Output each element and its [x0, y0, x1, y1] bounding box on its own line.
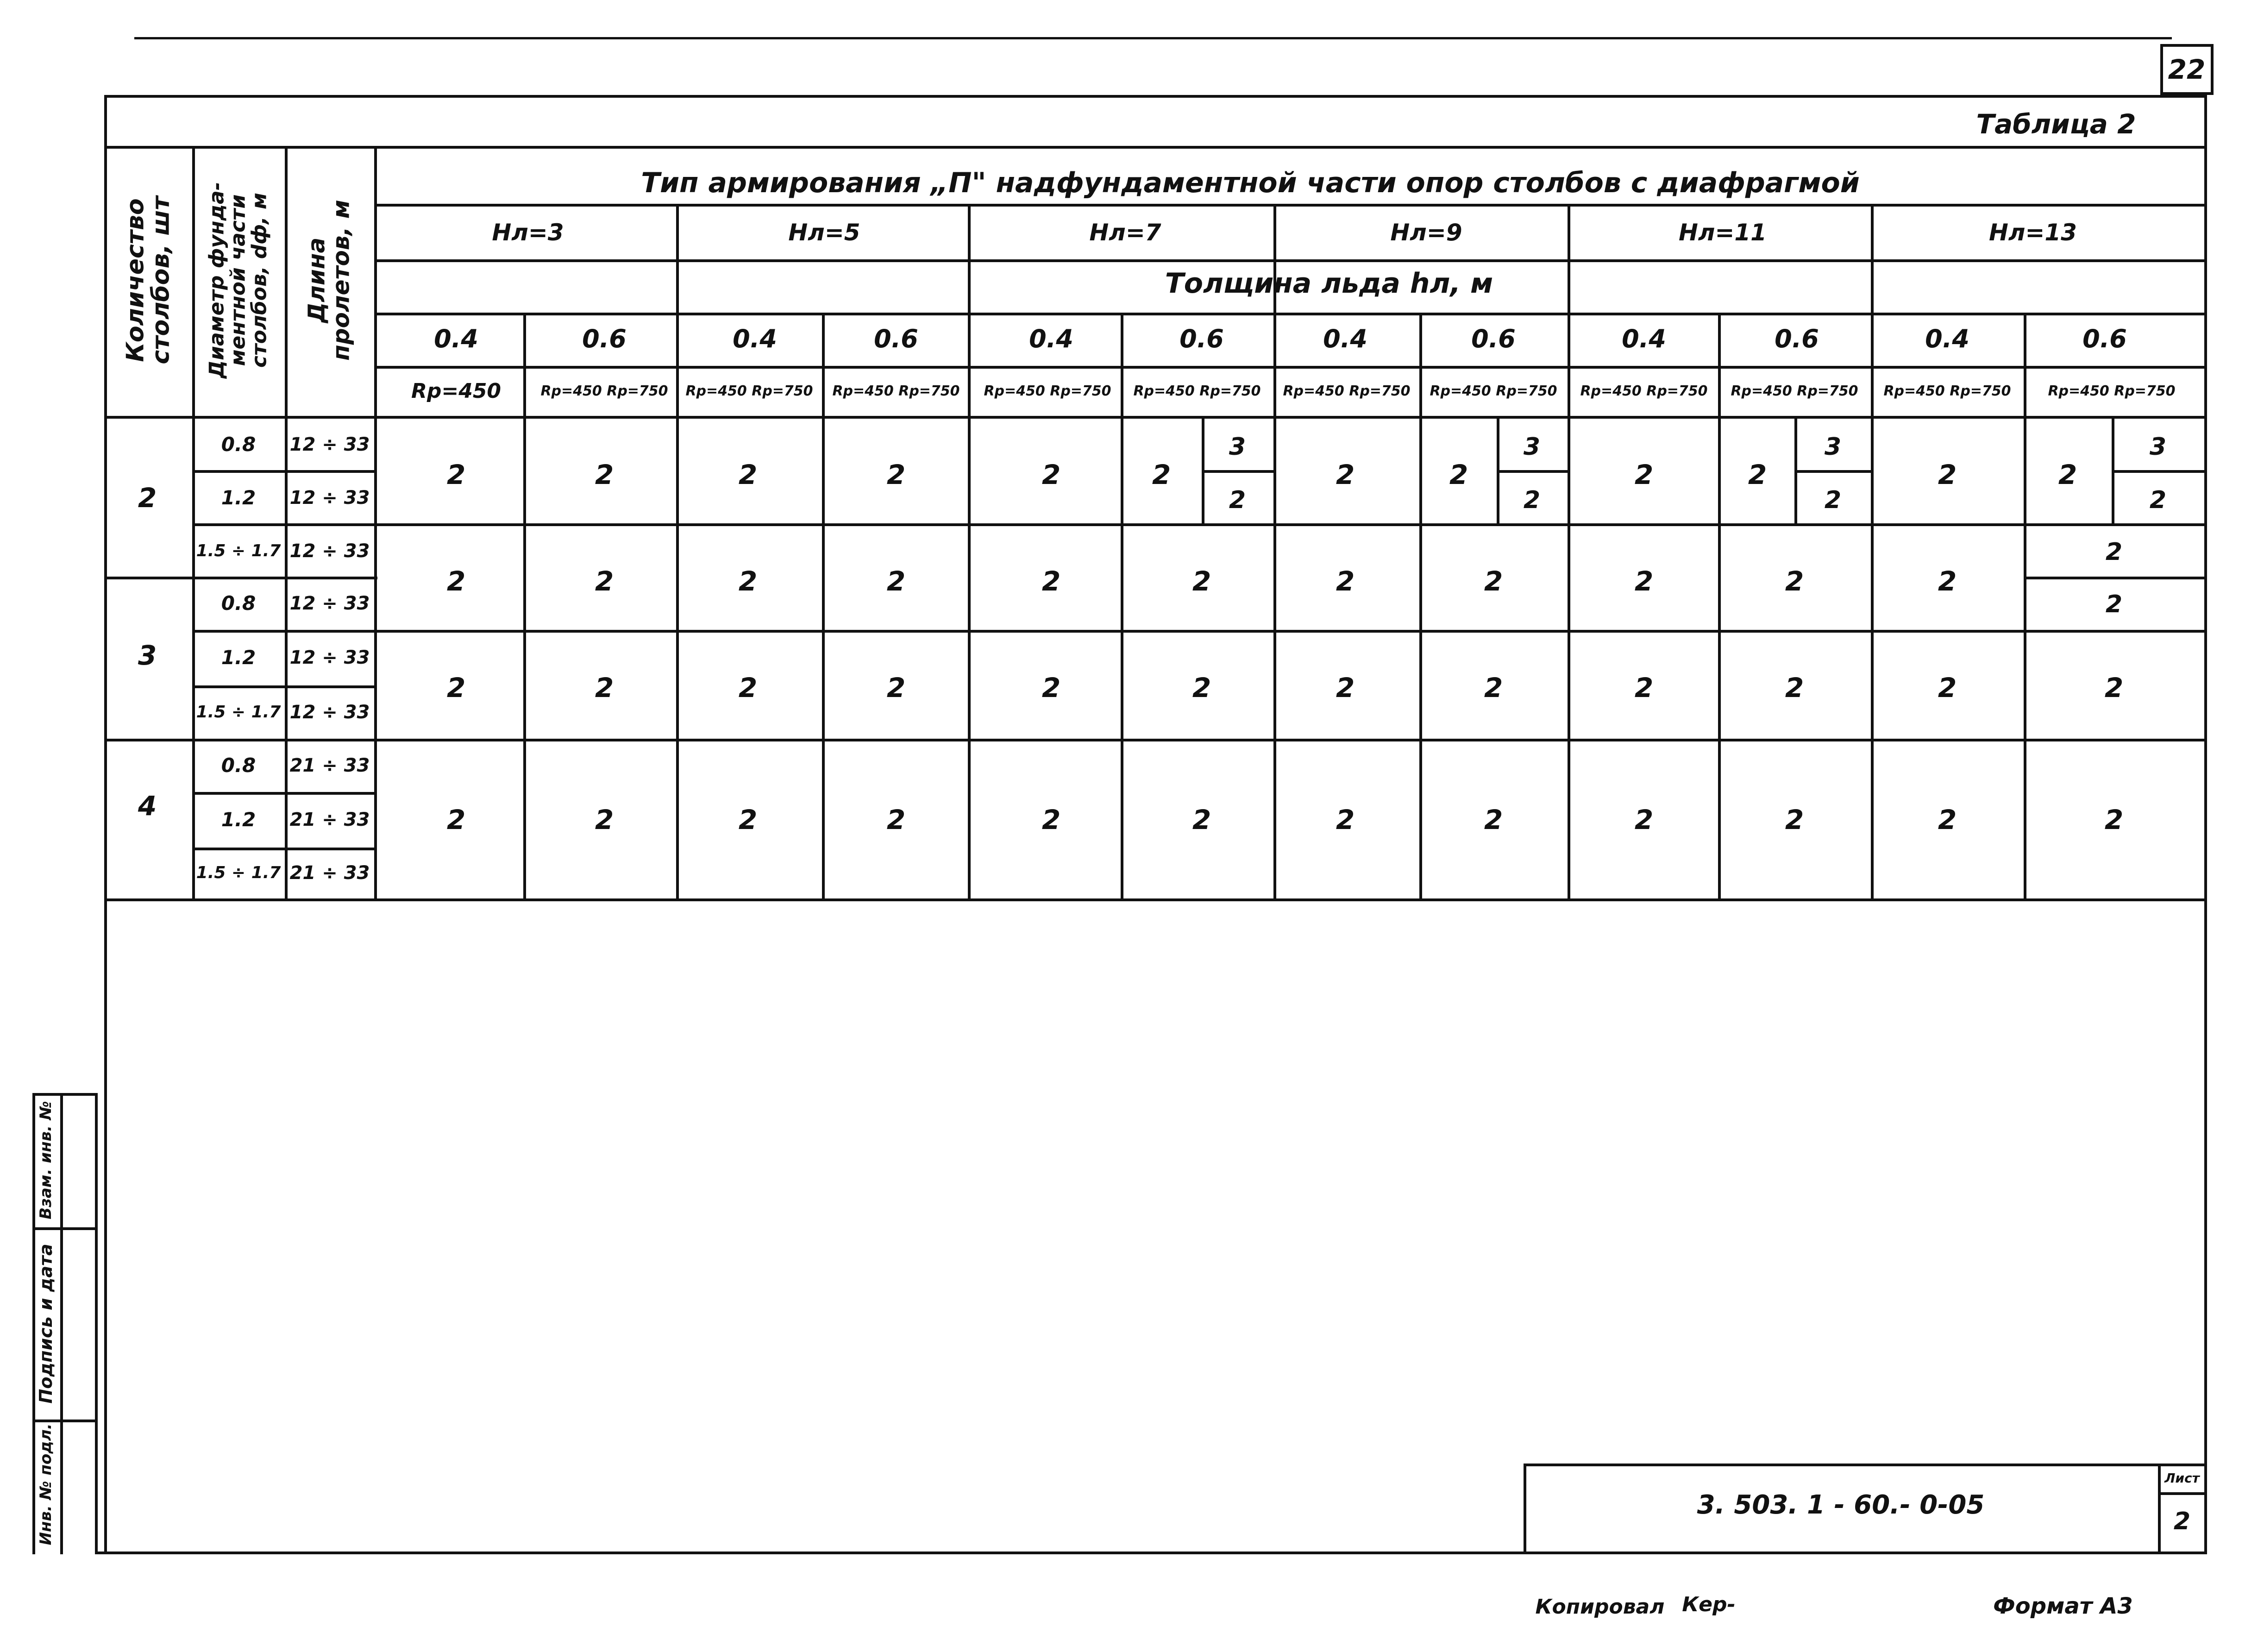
value-cell: 2	[1634, 672, 1654, 704]
group-line-3	[1273, 204, 1276, 901]
thickness-12: 0.6	[2082, 324, 2127, 353]
thickness-9: 0.4	[1622, 324, 1666, 353]
diam-r4: 0.8	[221, 592, 256, 615]
value-cell: 2	[1336, 459, 1355, 490]
value-cell: 2	[1152, 459, 1171, 490]
h-group-5: Нл=5	[788, 219, 860, 246]
value-cell: 2	[2104, 672, 2124, 704]
row-line-1	[192, 470, 374, 473]
sub-line-5	[1718, 313, 1721, 901]
value-cell: 2	[1041, 804, 1061, 835]
group-line-4	[1568, 204, 1570, 901]
value-cell: 2	[1041, 459, 1061, 490]
value-cell: 2	[595, 565, 614, 597]
value-cell: 2	[738, 804, 758, 835]
sheet-number: 22	[2168, 54, 2206, 85]
rp-pair-2: Rр=450 Rр=750	[540, 383, 668, 399]
value-cell: 2	[886, 672, 906, 704]
value-cell-bottom: 2	[1824, 486, 1842, 514]
sub-line-6	[2024, 313, 2026, 901]
rp-pair-9: Rр=450 Rр=750	[1580, 383, 1708, 399]
value-cell-top: 3	[1523, 433, 1541, 461]
split-h-2	[1497, 470, 1568, 473]
frame-right	[2204, 95, 2207, 1554]
span-r5: 12 ÷ 33	[289, 647, 370, 668]
frame-left	[104, 95, 107, 1554]
value-cell: 2	[886, 804, 906, 835]
value-cell-bottom: 2	[1523, 486, 1541, 514]
h-group-11: Нл=11	[1679, 219, 1767, 246]
split-h-3	[1794, 470, 1871, 473]
row-line-5	[192, 685, 374, 688]
sheet-no: 2	[2173, 1508, 2191, 1535]
side-stamp-top	[32, 1093, 98, 1096]
document-code: 3. 503. 1 - 60.- 0-05	[1697, 1490, 1985, 1520]
value-cell: 2	[446, 672, 466, 704]
rp-pair-11: Rр=450 Rр=750	[1883, 383, 2011, 399]
value-cell-top: 3	[2149, 433, 2167, 461]
split-v-2	[1497, 416, 1499, 523]
split-v-3	[1794, 416, 1797, 523]
rp-pair-5: Rр=450 Rр=750	[984, 383, 1111, 399]
rp-first: Rр=450	[411, 379, 502, 403]
value-cell: 2	[738, 672, 758, 704]
value-cell: 2	[886, 459, 906, 490]
thickness-10: 0.6	[1775, 324, 1819, 353]
h-group-9: Нл=9	[1390, 219, 1462, 246]
table-bottom	[104, 898, 2207, 901]
diam-r5: 1.2	[221, 646, 256, 669]
diam-r8: 1.2	[221, 808, 256, 831]
sheet-label: Лист	[2164, 1470, 2200, 1486]
value-cell: 2	[1634, 459, 1654, 490]
value-cell: 2	[738, 565, 758, 597]
thickness-4: 0.6	[874, 324, 918, 353]
value-cell-bottom: 2	[1229, 486, 1246, 514]
body-line-2	[374, 630, 2204, 633]
header-bottom	[104, 416, 2207, 419]
header-line-3	[374, 313, 2204, 315]
header-line-1	[374, 204, 2204, 207]
group-line-5	[1871, 204, 1874, 901]
value-cell: 2	[1192, 565, 1211, 597]
value-cell: 2	[1336, 672, 1355, 704]
h-group-13: Нл=13	[1989, 219, 2077, 246]
copied-signature: Кер-	[1682, 1593, 1736, 1616]
ice-thickness-label: Толщина льда hл, м	[1165, 267, 1493, 300]
value-cell: 2	[1785, 804, 1804, 835]
value-cell: 2	[1192, 804, 1211, 835]
row-line-4	[192, 630, 374, 633]
span-r1: 12 ÷ 33	[289, 434, 370, 455]
side-stamp-inner-line	[95, 1093, 98, 1554]
copied-label: Копировал	[1535, 1595, 1665, 1619]
header-line-4	[374, 366, 2204, 369]
value-cell: 2	[2058, 459, 2077, 490]
count-4: 4	[138, 790, 157, 822]
value-cell: 2	[446, 804, 466, 835]
value-cell: 2	[1785, 672, 1804, 704]
diam-r3: 1.5 ÷ 1.7	[196, 541, 281, 560]
table-label: Таблица 2	[1976, 108, 2136, 140]
value-cell: 2	[2104, 804, 2124, 835]
rp-pair-4: Rр=450 Rр=750	[832, 383, 960, 399]
rp-pair-7: Rр=450 Rр=750	[1283, 383, 1411, 399]
side-stamp-sign: Подпись и дата	[36, 1244, 56, 1404]
value-cell: 2	[1041, 565, 1061, 597]
sub-line-2	[822, 313, 825, 901]
value-cell: 2	[738, 459, 758, 490]
value-cell: 2	[446, 565, 466, 597]
count-3: 3	[138, 640, 157, 671]
row-line-8	[192, 848, 374, 850]
value-cell: 2	[1785, 565, 1804, 597]
row-line-3	[104, 577, 377, 579]
value-cell-top: 3	[1824, 433, 1842, 461]
value-cell: 2	[446, 459, 466, 490]
diam-r9: 1.5 ÷ 1.7	[196, 863, 281, 882]
rp-pair-6: Rр=450 Rр=750	[1133, 383, 1261, 399]
group-line-2	[968, 204, 971, 901]
thickness-11: 0.4	[1925, 324, 1969, 353]
value-cell: 2	[1484, 672, 1503, 704]
value-cell: 2	[595, 804, 614, 835]
value-cell: 2	[1634, 565, 1654, 597]
header-line-2	[374, 259, 2204, 262]
span-r4: 12 ÷ 33	[289, 593, 370, 614]
header-count: Количество столбов, шт	[121, 196, 175, 364]
rp-pair-8: Rр=450 Rр=750	[1430, 383, 1557, 399]
value-cell: 2	[1938, 804, 1957, 835]
value-cell: 2	[1336, 565, 1355, 597]
span-r2: 12 ÷ 33	[289, 487, 370, 509]
group-line-1	[676, 204, 679, 901]
h-group-7: Нл=7	[1089, 219, 1161, 246]
value-cell-top: 3	[1229, 433, 1246, 461]
top-rule	[134, 37, 2172, 39]
value-cell-bottom: 2	[2105, 590, 2123, 618]
value-cell: 2	[1938, 459, 1957, 490]
body-line-1	[374, 523, 2204, 526]
side-stamp-sep-1	[32, 1227, 98, 1230]
rp-pair-3: Rр=450 Rр=750	[685, 383, 813, 399]
value-cell-top: 2	[2105, 538, 2123, 566]
rp-pair-10: Rр=450 Rр=750	[1731, 383, 1858, 399]
value-cell: 2	[1938, 672, 1957, 704]
value-cell: 2	[1449, 459, 1468, 490]
value-cell: 2	[1192, 672, 1211, 704]
value-cell: 2	[1938, 565, 1957, 597]
value-cell: 2	[595, 459, 614, 490]
thickness-2: 0.6	[582, 324, 627, 353]
split-h-1	[1202, 470, 1273, 473]
diam-r2: 1.2	[221, 486, 256, 509]
split-h-4	[2112, 470, 2204, 473]
count-2: 2	[138, 482, 157, 514]
thickness-5: 0.4	[1029, 324, 1073, 353]
split-v-4	[2112, 416, 2114, 523]
diam-r6: 1.5 ÷ 1.7	[196, 703, 281, 722]
value-cell: 2	[1634, 804, 1654, 835]
value-cell: 2	[1041, 672, 1061, 704]
title-block-sheet-line	[2158, 1492, 2207, 1495]
table-top-line	[104, 146, 2207, 149]
span-r6: 12 ÷ 33	[289, 702, 370, 723]
value-cell: 2	[1484, 565, 1503, 597]
sub-line-1	[523, 313, 526, 901]
thickness-3: 0.4	[733, 324, 777, 353]
sub-line-3	[1121, 313, 1123, 901]
row-line-6	[104, 739, 2207, 741]
title-block-divider	[2158, 1464, 2161, 1554]
side-stamp-orig: Инв. № подл.	[37, 1423, 56, 1545]
diam-r7: 0.8	[221, 754, 256, 777]
side-stamp-outer-line	[32, 1093, 35, 1554]
span-r3: 12 ÷ 33	[289, 540, 370, 562]
thickness-6: 0.6	[1179, 324, 1224, 353]
value-cell: 2	[1336, 804, 1355, 835]
side-stamp-mid-line	[60, 1093, 63, 1554]
rp-pair-12: Rр=450 Rр=750	[2048, 383, 2176, 399]
diam-r1: 0.8	[221, 433, 256, 456]
sub-line-4	[1419, 313, 1422, 901]
h-group-3: Нл=3	[492, 219, 564, 246]
span-r8: 21 ÷ 33	[289, 809, 370, 830]
value-cell-bottom: 2	[2149, 486, 2167, 514]
thickness-1: 0.4	[434, 324, 478, 353]
header-span: Длина пролетов, м	[303, 200, 354, 361]
side-stamp-sep-2	[32, 1420, 98, 1422]
frame-top	[104, 95, 2207, 98]
body-line-3	[2024, 577, 2207, 579]
header-diameter: Диаметр фунда- ментной части столбов, dф, м	[205, 182, 272, 379]
row-line-2	[192, 523, 374, 526]
span-r9: 21 ÷ 33	[289, 862, 370, 884]
side-stamp-inv: Взам. инв. №	[37, 1101, 56, 1219]
value-cell: 2	[1748, 459, 1767, 490]
value-cell: 2	[886, 565, 906, 597]
thickness-8: 0.6	[1471, 324, 1516, 353]
value-cell: 2	[595, 672, 614, 704]
thickness-7: 0.4	[1323, 324, 1367, 353]
row-line-7	[192, 792, 374, 795]
split-v-1	[1202, 416, 1204, 523]
format-label: Формат А3	[1993, 1593, 2133, 1619]
table-title: Тип армирования „П" надфундаментной части опор столбов с диафрагмой	[641, 167, 1860, 199]
span-r7: 21 ÷ 33	[289, 755, 370, 776]
value-cell: 2	[1484, 804, 1503, 835]
